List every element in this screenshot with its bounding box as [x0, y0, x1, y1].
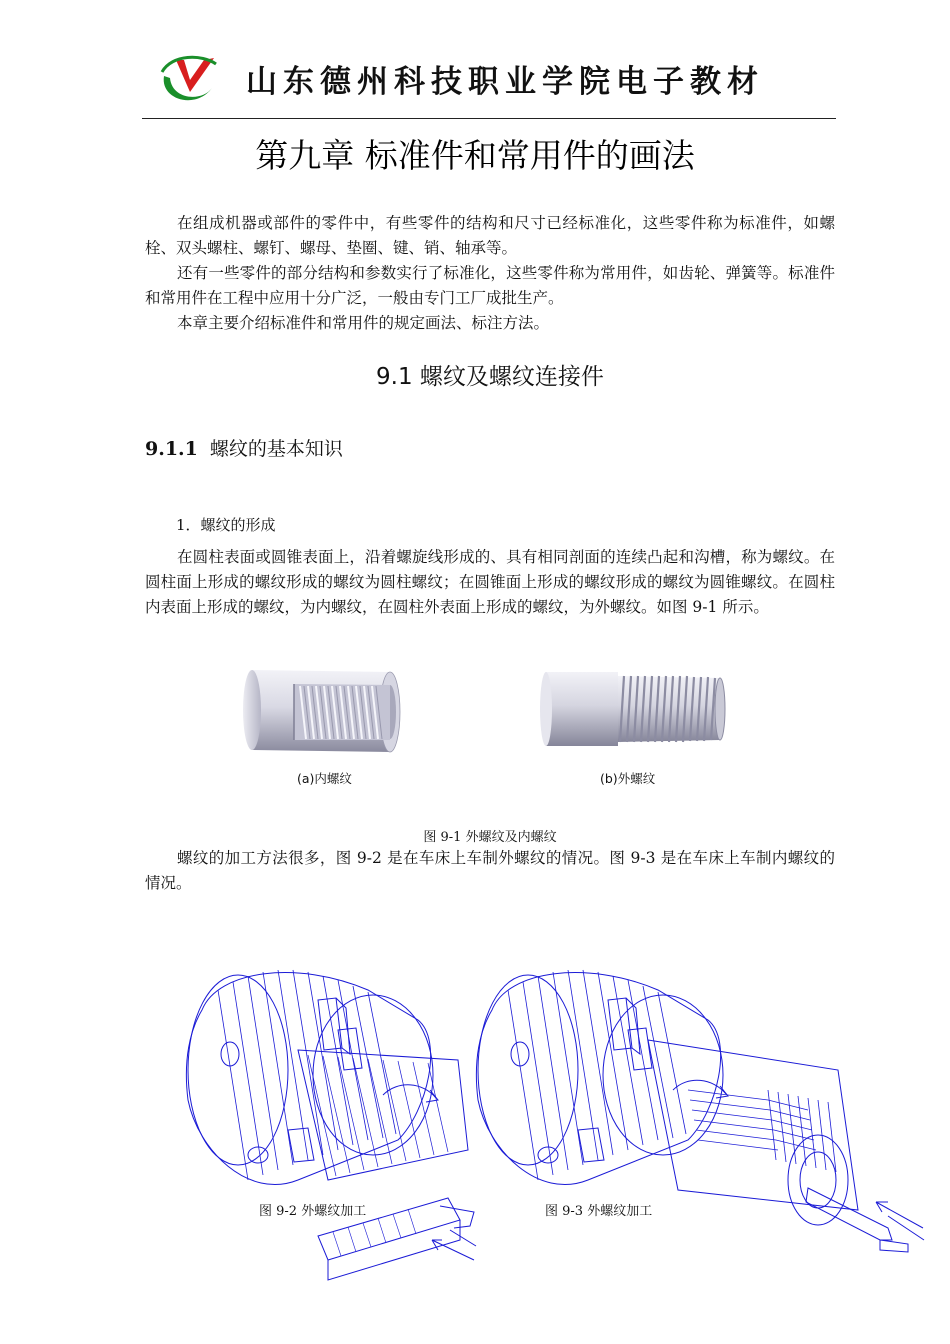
- subsection-heading: [145, 434, 343, 461]
- section-title: 9.1 螺纹及螺纹连接件: [376, 364, 604, 390]
- body-paragraph-2: 螺纹的加工方法很多，图 9-2 是在车床上车制外螺纹的情况。图 9-3 是在车床上车制内螺纹的情况。: [145, 849, 835, 892]
- external-thread-figure: [538, 668, 728, 750]
- subsection-number: 9.1.1: [145, 438, 198, 460]
- figure-9-1-caption: 图 9-1 外螺纹及内螺纹: [423, 830, 557, 845]
- figure-label-internal: (a)内螺纹: [297, 771, 352, 786]
- header-divider: [142, 118, 836, 119]
- body-paragraph: 在圆柱表面或圆锥表面上，沿着螺旋线形成的、具有相同剖面的连续凸起和沟槽，称为螺纹。在圆柱面上形成的螺纹形成的螺纹为圆柱螺纹；在圆锥面上形成的螺纹形成的螺纹为圆锥螺纹。在圆柱内表面上形成的螺纹，为内螺纹，在圆柱外表面上形成的螺纹，为外螺纹。如图 9-1 所示。: [145, 548, 835, 616]
- intro-paragraph-1: 在组成机器或部件的零件中，有些零件的结构和尺寸已经标准化，这些零件称为标准件，如螺栓、双头螺柱、螺钉、螺母、垫圈、键、销、轴承等。: [145, 214, 835, 257]
- intro-paragraph-3: 本章主要介绍标准件和常用件的规定画法、标注方法。: [177, 314, 550, 332]
- subsection-title: 螺纹的基本知识: [209, 438, 343, 460]
- figure-label-external: (b)外螺纹: [600, 771, 656, 786]
- chapter-title: 第九章 标准件和常用件的画法: [255, 136, 695, 175]
- figure-9-3-caption: 图 9-3 外螺纹加工: [543, 1200, 654, 1219]
- figure-9-2-caption: 图 9-2 外螺纹加工: [257, 1200, 368, 1219]
- lathe-external-thread-figure: [178, 950, 478, 1284]
- header-title: 山东德州科技职业学院电子教材: [246, 64, 764, 100]
- internal-thread-figure: [240, 664, 410, 756]
- lathe-internal-thread-figure: [468, 950, 928, 1284]
- intro-paragraph-2: 还有一些零件的部分结构和参数实行了标准化，这些零件称为常用件，如齿轮、弹簧等。标准件和常用件在工程中应用十分广泛，一般由专门工厂成批生产。: [145, 264, 835, 307]
- item-heading: 1．螺纹的形成: [176, 516, 276, 534]
- college-logo: [158, 52, 220, 110]
